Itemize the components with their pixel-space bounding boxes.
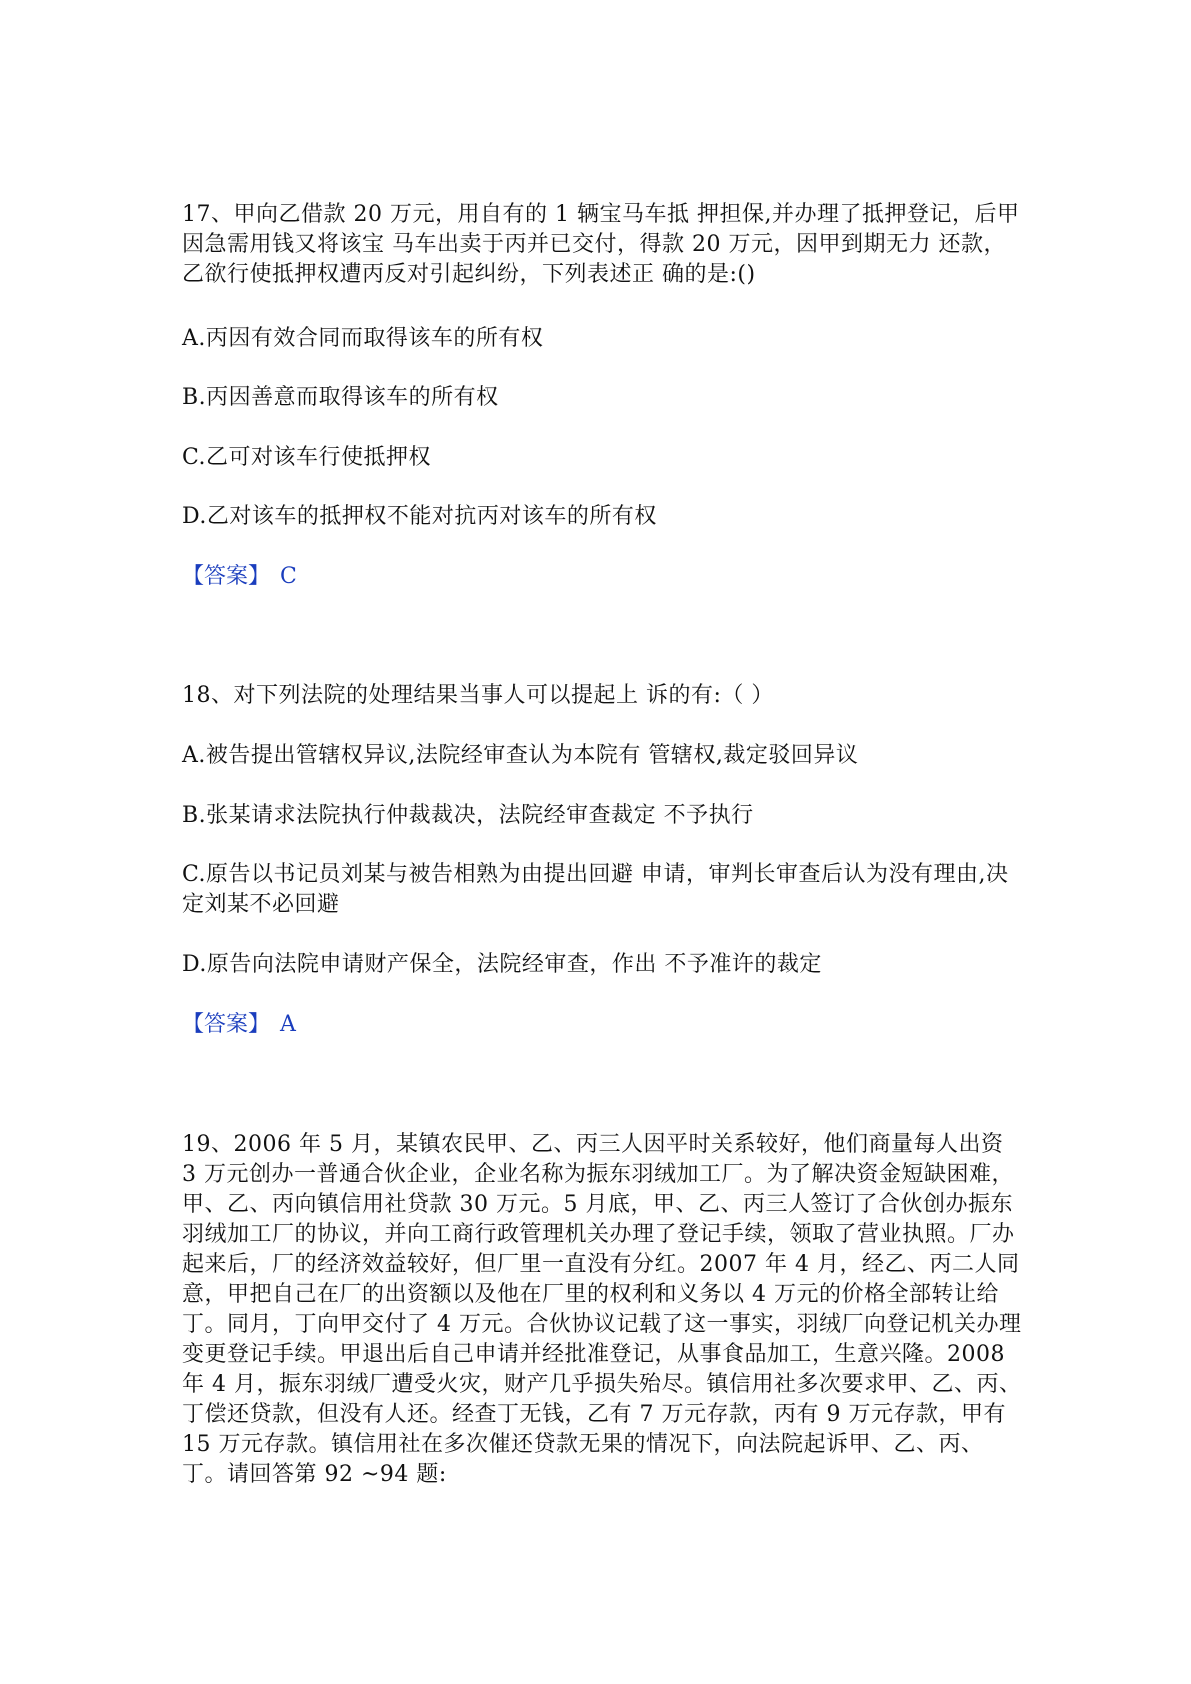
question-19-stem: 19、2006 年 5 月，某镇农民甲、乙、丙三人因平时关系较好，他们商量每人出资 3 万元创办一普通合伙企业，企业名称为振东羽绒加工厂。为了解决资金短缺困难，甲、乙、丙向镇信用社贷款 30 万元。5 月底，甲、乙、丙三人签订了合伙创办振东羽绒加工厂的协议，并向工商行政管理机关办理了登记手续，领取了营业执照。厂办起来后，厂的经济效益较好，但厂里一直没有分红。2007 年 4 月，经乙、丙二人同意，甲把自己在厂的出资额以及他在厂里的权利和义务以 4 万元的价格全部转让给丁。同月，丁向甲交付了 4 万元。合伙协议记载了这一事实，羽绒厂向登记机关办理变更登记手续。甲退出后自己申请并经批准登记，从事食品加工，生意兴隆。2008 年 4 月，振东羽绒厂遭受火灾，财产几乎损失殆尽。镇信用社多次要求甲、乙、丙、丁偿还贷款，但没有人还。经查丁无钱，乙有 7 万元存款，丙有 9 万元存款，甲有 15 万元存款。镇信用社在多次催还贷款无果的情况下，向法院起诉甲、乙、丙、丁。请回答第 92 ~94 题:: [182, 1132, 1022, 1487]
question-18-option-b: B.张某请求法院执行仲裁裁决，法院经审查裁定 不予执行: [182, 803, 754, 828]
answer-label: 【答案】: [182, 564, 271, 589]
question-17-option-a: A.丙因有效合同而取得该车的所有权: [182, 326, 544, 351]
question-17-option-b: B.丙因善意而取得该车的所有权: [182, 385, 499, 410]
question-18-option-c: C.原告以书记员刘某与被告相熟为由提出回避 申请，审判长审查后认为没有理由,决定刘某不必回避: [182, 862, 1009, 917]
question-18-answer: [182, 1010, 296, 1040]
answer-value: C: [280, 564, 297, 589]
answer-label: 【答案】: [182, 1012, 271, 1037]
question-18-option-d: D.原告向法院申请财产保全，法院经审查，作出 不予准许的裁定: [182, 952, 822, 977]
question-17-stem: 17、甲向乙借款 20 万元，用自有的 1 辆宝马车抵 押担保,并办理了抵押登记，后甲因急需用钱又将该宝 马车出卖于丙并已交付，得款 20 万元，因甲到期无力 还款，乙欲行使抵押权遭丙反对引起纠纷，下列表述正 确的是:(): [182, 202, 1020, 287]
question-18-stem: 18、对下列法院的处理结果当事人可以提起上 诉的有:（ ）: [182, 683, 774, 708]
question-17-option-d: D.乙对该车的抵押权不能对抗丙对该车的所有权: [182, 504, 657, 529]
question-17-option-c: C.乙可对该车行使抵押权: [182, 445, 432, 470]
answer-value: A: [280, 1012, 296, 1037]
question-17-answer: [182, 562, 297, 592]
question-18-option-a: A.被告提出管辖权异议,法院经审查认为本院有 管辖权,裁定驳回异议: [182, 743, 859, 768]
